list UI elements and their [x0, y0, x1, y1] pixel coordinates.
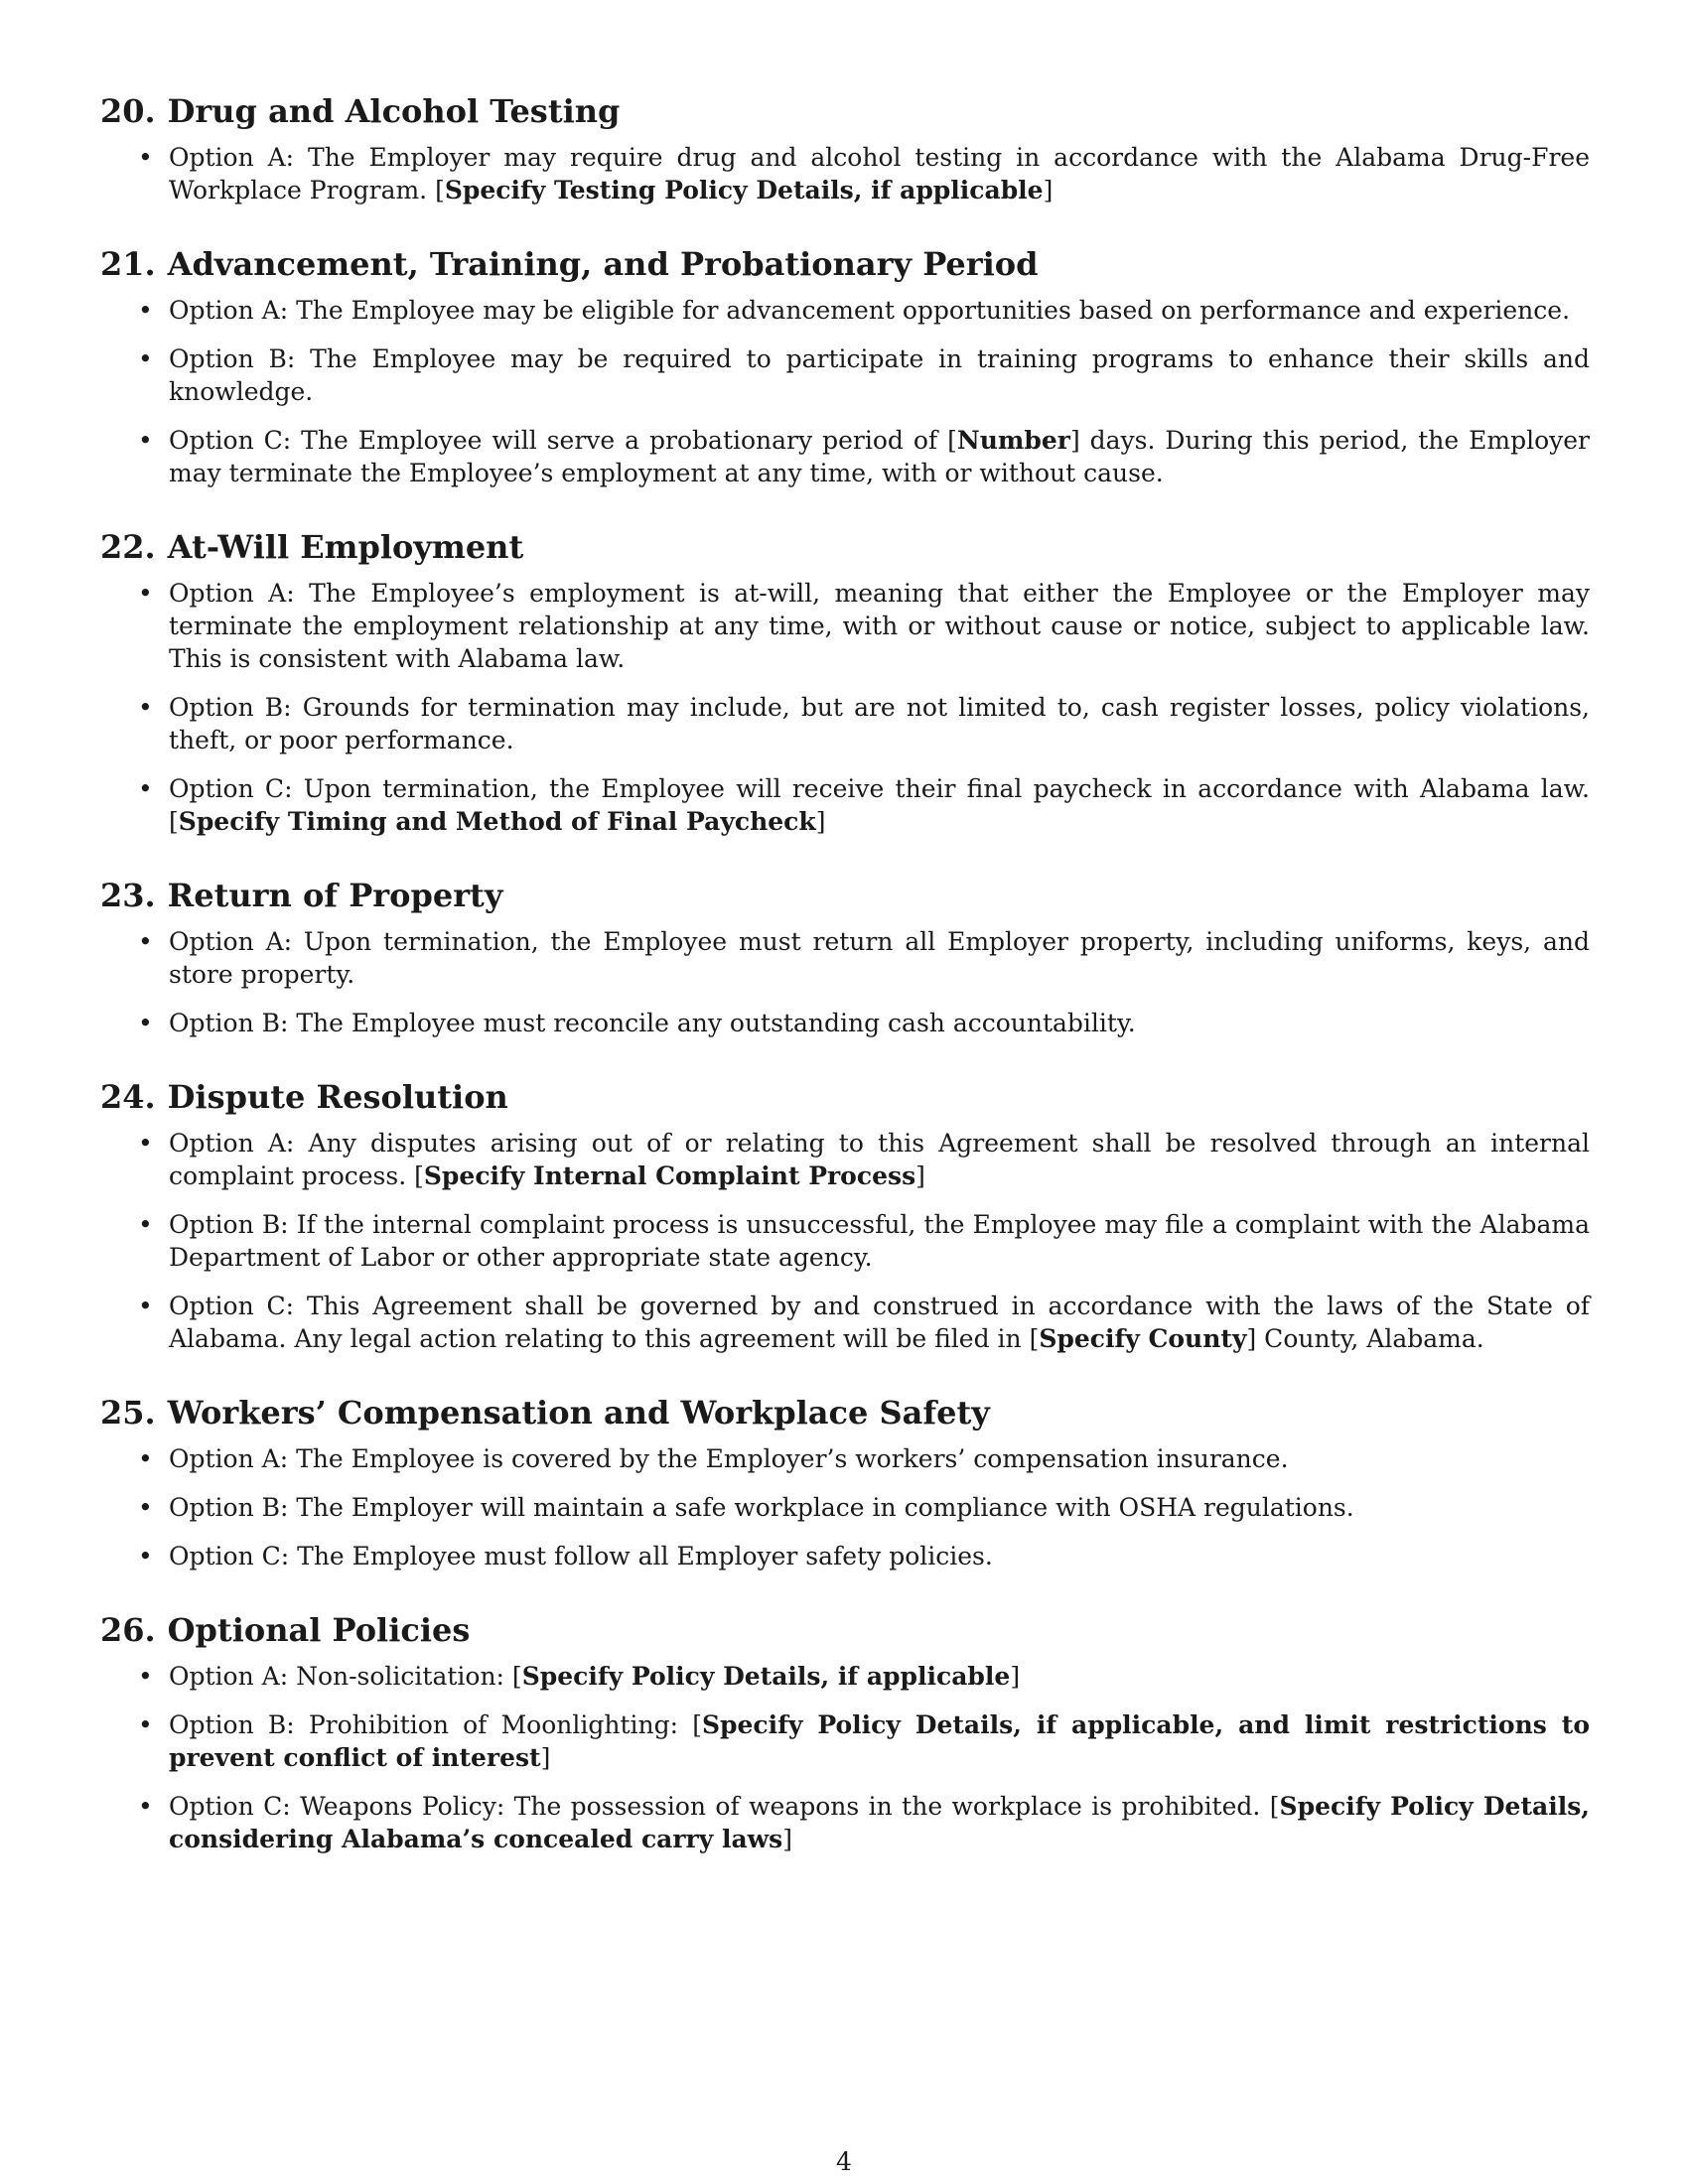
section-return-of-property [100, 874, 1590, 1039]
option-item [100, 1208, 1590, 1274]
section-number: 20. [100, 92, 156, 130]
option-placeholder: Specify Policy Details, considering Alabama’s concealed carry laws [169, 1792, 1590, 1853]
option-item [100, 342, 1590, 408]
option-placeholder: Specify Policy Details, if applicable [521, 1662, 1011, 1691]
option-text-after: ] [1010, 1662, 1021, 1691]
option-text-after: ] [1043, 176, 1054, 205]
bullet-icon: • [138, 579, 153, 608]
section-heading [100, 525, 1590, 569]
section-heading [100, 1608, 1590, 1652]
option-text: Option B: The Employee may be required to participate in training programs to enhance their skills and knowledge. [169, 344, 1590, 406]
bullet-icon: • [138, 1292, 153, 1320]
option-text: Option A: Non-solicitation: [ [169, 1662, 522, 1691]
option-placeholder: Specify Timing and Method of Final Paycheck [178, 807, 816, 836]
section-title: Workers’ Compensation and Workplace Safety [167, 1394, 990, 1432]
option-text-after: ] [782, 1825, 793, 1853]
option-text: Option C: Upon termination, the Employee will receive their final paycheck in accordance with Alabama law. [ [169, 774, 1590, 836]
bullet-icon: • [138, 1710, 153, 1739]
option-item [100, 1660, 1590, 1693]
option-item [100, 1540, 1590, 1572]
option-placeholder: Specify Policy Details, if applicable, and limit restrictions to prevent conflict of interest [169, 1710, 1591, 1772]
section-title: Dispute Resolution [167, 1078, 508, 1116]
section-dispute-resolution [100, 1075, 1590, 1355]
option-text: Option A: The Employer may require drug and alcohol testing in accordance with the Alabama Drug-Free Workplace Program. [ [169, 143, 1590, 205]
option-item [100, 1708, 1590, 1774]
section-title: Drug and Alcohol Testing [167, 92, 621, 130]
bullet-icon: • [138, 1444, 153, 1473]
option-text-after: ] days. During this period, the Employer may terminate the Employee’s employment at any time, with or without cause. [169, 426, 1590, 487]
option-placeholder: Number [956, 426, 1070, 455]
section-heading [100, 874, 1590, 917]
option-placeholder: Specify Internal Complaint Process [423, 1161, 916, 1190]
page-number: 4 [836, 2147, 852, 2176]
option-item [100, 1442, 1590, 1475]
bullet-icon: • [138, 344, 153, 373]
bullet-icon: • [138, 143, 153, 172]
section-number: 25. [100, 1394, 156, 1432]
option-list [100, 925, 1590, 1039]
section-heading [100, 242, 1590, 286]
option-text-after: ] County, Alabama. [1246, 1324, 1484, 1353]
option-text-after: ] [815, 807, 826, 836]
option-text: Option C: The Employee must follow all Employer safety policies. [169, 1542, 993, 1570]
bullet-icon: • [138, 1662, 153, 1691]
option-text: Option B: If the internal complaint process is unsuccessful, the Employee may file a complaint with the Alabama Department of Labor or other appropriate state agency. [169, 1210, 1590, 1272]
option-item [100, 1127, 1590, 1192]
bullet-icon: • [138, 296, 153, 325]
section-at-will-employment [100, 525, 1590, 838]
section-optional-policies [100, 1608, 1590, 1855]
bullet-icon: • [138, 927, 153, 956]
option-item [100, 1290, 1590, 1355]
option-item [100, 577, 1590, 675]
option-placeholder: Specify Testing Policy Details, if applicable [444, 176, 1044, 205]
option-item [100, 772, 1590, 838]
option-placeholder: Specify County [1039, 1324, 1247, 1353]
option-text: Option B: The Employee must reconcile any outstanding cash accountability. [169, 1009, 1136, 1037]
bullet-icon: • [138, 1210, 153, 1239]
bullet-icon: • [138, 1792, 153, 1821]
option-item [100, 424, 1590, 489]
document-body [100, 89, 1590, 1891]
bullet-icon: • [138, 1493, 153, 1522]
option-text: Option A: Any disputes arising out of or relating to this Agreement shall be resolved through an internal complaint process. [ [169, 1129, 1590, 1190]
option-text: Option B: Prohibition of Moonlighting: [ [169, 1710, 702, 1739]
section-title: At-Will Employment [167, 528, 524, 566]
bullet-icon: • [138, 1542, 153, 1570]
section-workers-compensation [100, 1391, 1590, 1572]
section-number: 21. [100, 245, 156, 283]
section-title: Advancement, Training, and Probationary Period [167, 245, 1039, 283]
option-item [100, 691, 1590, 756]
option-item [100, 141, 1590, 206]
section-heading [100, 1075, 1590, 1119]
option-list [100, 577, 1590, 838]
bullet-icon: • [138, 1129, 153, 1158]
section-number: 22. [100, 528, 156, 566]
option-text: Option A: The Employee is covered by the Employer’s workers’ compensation insurance. [169, 1444, 1289, 1473]
section-advancement-training [100, 242, 1590, 489]
option-item [100, 294, 1590, 327]
option-list [100, 1660, 1590, 1855]
option-text: Option A: Upon termination, the Employee must return all Employer property, including uniforms, keys, and store property. [169, 927, 1590, 989]
option-list [100, 294, 1590, 489]
bullet-icon: • [138, 693, 153, 722]
section-heading [100, 1391, 1590, 1434]
option-text: Option A: The Employee may be eligible for advancement opportunities based on performance and experience. [169, 296, 1571, 325]
option-list [100, 141, 1590, 206]
option-text: Option C: Weapons Policy: The possession of weapons in the workplace is prohibited. [ [169, 1792, 1280, 1821]
option-text-after: ] [915, 1161, 925, 1190]
option-item [100, 925, 1590, 991]
section-number: 24. [100, 1078, 156, 1116]
option-item [100, 1491, 1590, 1524]
section-drug-alcohol-testing [100, 89, 1590, 206]
option-text: Option C: The Employee will serve a probationary period of [ [169, 426, 957, 455]
bullet-icon: • [138, 426, 153, 455]
section-title: Return of Property [167, 877, 503, 914]
option-item [100, 1790, 1590, 1855]
section-title: Optional Policies [167, 1611, 471, 1649]
option-text: Option C: This Agreement shall be governed by and construed in accordance with the laws of the State of Alabama. Any legal action relating to this agreement will be filed in [ [169, 1292, 1590, 1353]
option-text: Option A: The Employee’s employment is at-will, meaning that either the Employee or the Employer may terminate the employment relationship at any time, with or without cause or notice, subject to applicable law. This is consistent with Alabama law. [169, 579, 1590, 673]
option-item [100, 1007, 1590, 1039]
bullet-icon: • [138, 774, 153, 803]
section-number: 26. [100, 1611, 156, 1649]
option-text: Option B: The Employer will maintain a safe workplace in compliance with OSHA regulations. [169, 1493, 1354, 1522]
option-list [100, 1127, 1590, 1355]
option-text-after: ] [540, 1743, 551, 1772]
option-text: Option B: Grounds for termination may include, but are not limited to, cash register losses, policy violations, theft, or poor performance. [169, 693, 1590, 754]
bullet-icon: • [138, 1009, 153, 1037]
section-heading [100, 89, 1590, 133]
option-list [100, 1442, 1590, 1572]
section-number: 23. [100, 877, 156, 914]
